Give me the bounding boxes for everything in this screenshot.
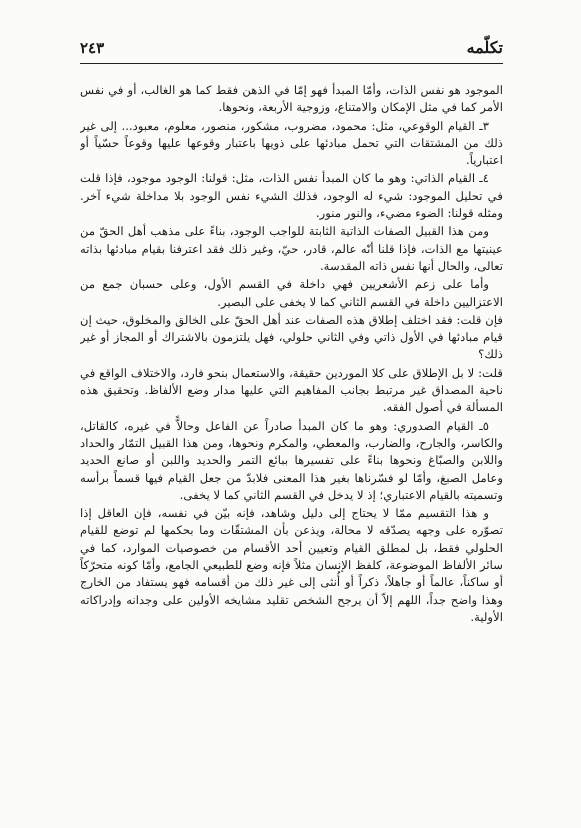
page-number: ٢٤٣ — [80, 39, 105, 57]
page-header — [80, 36, 503, 60]
paragraph: ٣ـ القيام الوقوعي، مثل: محمود، مضروب، مشكور، منصور، معلوم، معبود... إلى غير ذلك من المشتقات التي تحمل مبادئها على ذويها باعتبار وقوعها عليها وقوعاً حسّياً أو اعتبارياً. — [80, 118, 503, 168]
running-title: تكلّمه — [466, 38, 503, 57]
paragraph: وأما على زعم الأشعريين فهي داخلة في القسم الأول، وعلى حسبان جمع من الاعتزاليين داخلة في القسم الثاني كما لا يخفى على البصير. — [80, 277, 503, 309]
paragraph: ٥ـ القيام الصدوري: وهو ما كان المبدأ صادراً عن الفاعل وحالاًّ في غيره، كالقاتل، والكاسر، والجارح، والضارب، والمعطي، والمكرم ونحوها، ومن هذا القبيل التمّار والحداد واللابن والصبّاغ ونحوها بناءً على تفسيرها ببائع التمر والحديد واللبن أو صانع الحديد وعامل الصبغ، وأمّا لو فسّرناها بغير هذا المعنى فلابدّ من جعل القيام فيها قسماً برأسه وتسميته بالقيام الاعتباري؛ إذ لا يدخل في القسم الثاني كما لا يخفى. — [80, 418, 503, 502]
paragraph: الموجود هو نفس الذات، وأمّا المبدأ فهو إمّا في الذهن فقط كما هو الغالب، أو في نفس الأمر كما في مثل الإمكان والامتناع، وزوجية الأربعة، ونحوها. — [80, 83, 503, 115]
paragraph: ومن هذا القبيل الصفات الذاتية الثابتة للواجب الوجود، بناءً على مذهب أهل الحقّ من عينيتها مع الذات، فإذا قلنا أنّه عالم، قادر، حيّ، وغير ذلك فقد اعترفنا بقيام مبادئها بذاته تعالى، والحال أنها نفس ذاته المقدسة. — [80, 224, 503, 273]
header-rule — [80, 63, 503, 64]
paragraph: و هذا التقسيم ممّا لا يحتاج إلى دليل وشاهد، فإنه بيّن في نفسه، فإن العاقل إذا تصوّره على وجهه يصدّقه لا محالة، ويذعن بأن المشتقّات وما بحكمها لم توضع للقيام الحلولي فقط، بل لمطلق القيام وتعيين أحد الأقسام من خصوصيات الموارد، كما في سائر الألفاظ الموضوعة، كلفظ الإنسان مثلاً فإنه وضع للطبيعي الجامع، وأمّا كونه متحرّكاً أو ساكناً، عالماً أو جاهلاً، ذكراً أو أُنثى إلى غير ذلك من أقسامه فهو يستفاد من الخارج وهذا واضح جداً، اللهم إلاّ أن يرجح الشخص تقليد مشايخه الأولين على وجدانه وإدراكاته الأولية. — [80, 506, 503, 624]
page-body — [80, 82, 503, 774]
paragraph: فإن قلت: فقد اختلف إطلاق هذه الصفات عند أهل الحقّ على الخالق والمخلوق، حيث إن قيام مبادئها في الأول ذاتي وفي الثاني حلولي، فهل يلتزمون بالاشتراك أو المجاز أو غير ذلك؟ — [80, 312, 503, 362]
paragraph: قلت: لا بل الإطلاق على كلا الموردين حقيقة، والاستعمال بنحو فارد، والاختلاف الواقع في ناحية المصداق غير مرتبط بجانب المفاهيم التي عليها مدار وضع الألفاظ. وتحقيق هذه المسألة في أصول الفقه. — [80, 365, 503, 415]
paragraph: ٤ـ القيام الذاتي: وهو ما كان المبدأ نفس الذات، مثل: قولنا: الوجود موجود، فإذا قلت في تحليل الموجود: شيء له الوجود، فذلك الشيء نفس الوجود بلا مداخلة شيء آخر. ومثله قولنا: الضوء مضيء، والنور منور. — [80, 171, 503, 221]
